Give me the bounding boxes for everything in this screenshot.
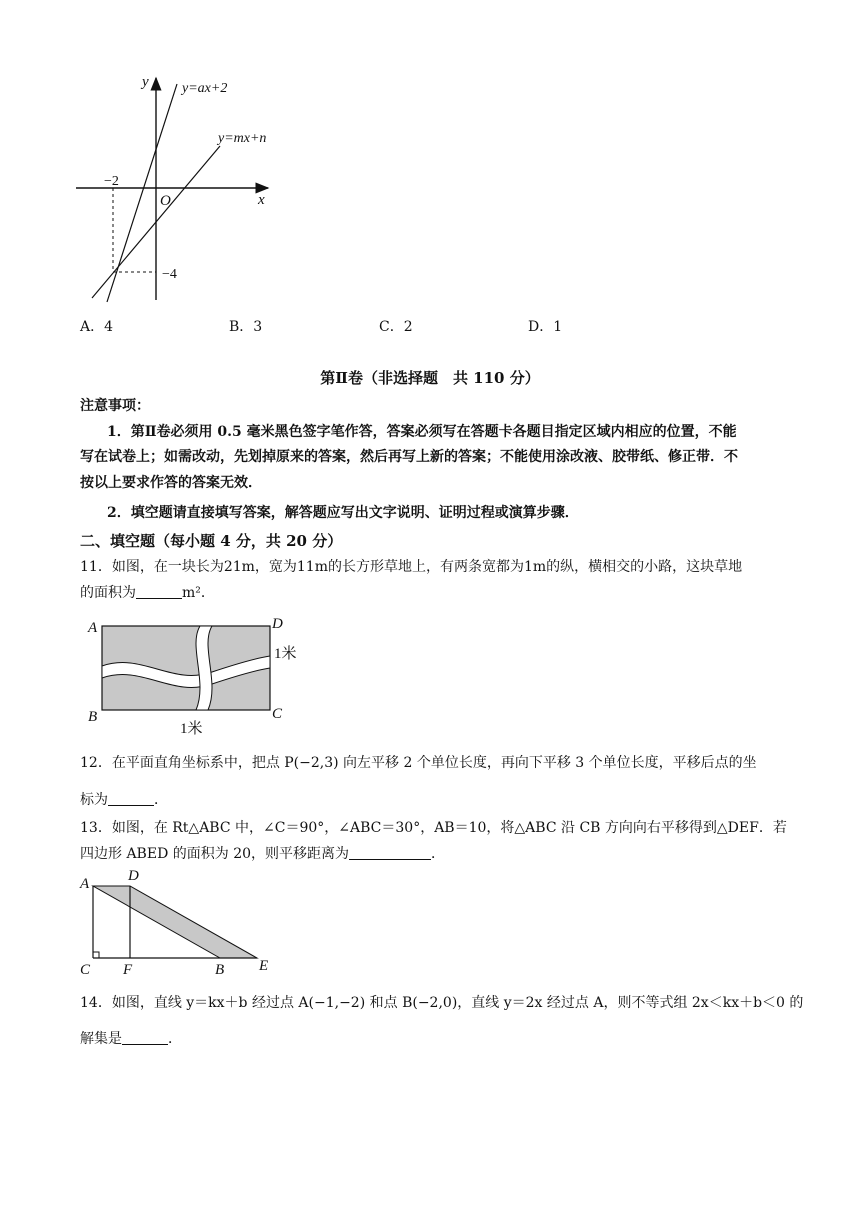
notice2: 2．填空题请直接填写答案，解答题应写出文字说明、证明过程或演算步骤． <box>107 505 579 521</box>
q11-line1: 11．如图，在一块长为21m，宽为11m的长方形草地上，有两条宽都为1m的纵，横相交的小路，这块草地 <box>80 559 743 575</box>
section2-title: 二、填空题（每小题 4 分，共 20 分） <box>80 532 343 550</box>
q14-line1: 14．如图，直线 y＝kx＋b 经过点 A(−1,−2) 和点 B(−2,0)，直线 y＝2x 经过点 A，则不等式组 2x＜kx＋b＜0 的 <box>80 995 804 1011</box>
q12-answer-blank[interactable] <box>108 791 154 806</box>
q12-suffix: ． <box>154 792 168 808</box>
y-axis-label: y <box>142 74 149 90</box>
q13-line2 <box>80 844 445 864</box>
line1-label: y=ax+2 <box>182 81 228 96</box>
q11-line2 <box>80 583 215 603</box>
label-b: B <box>88 709 98 725</box>
q13-answer-blank[interactable] <box>349 845 431 860</box>
origin-label: O <box>160 193 171 209</box>
label-a: A <box>88 620 98 636</box>
q14-prefix: 解集是 <box>80 1031 122 1047</box>
q14-suffix: ． <box>168 1031 182 1047</box>
right-angle-mark <box>93 952 99 958</box>
label-b: B <box>215 962 225 978</box>
notice-heading: 注意事项： <box>80 398 150 414</box>
notice1-line3: 按以上要求作答的答案无效． <box>80 475 262 491</box>
label-c: C <box>272 706 283 722</box>
notice1-line1: 1．第Ⅱ卷必须用 0.5 毫米黑色签字笔作答，答案必须写在答题卡各题目指定区域内相应的位置，不能 <box>107 424 737 440</box>
option-b[interactable]: B．3 <box>229 319 263 335</box>
x-mark-label: −2 <box>104 174 119 189</box>
q12-prefix: 标为 <box>80 792 108 808</box>
option-a[interactable]: A．4 <box>80 319 114 335</box>
q11-answer-blank[interactable] <box>136 584 182 599</box>
label-e: E <box>259 958 269 974</box>
y-mark-label: −4 <box>162 267 177 282</box>
shaded-parallelogram <box>93 886 257 958</box>
q11-suffix: m²． <box>182 585 215 601</box>
line2-label: y=mx+n <box>218 131 267 146</box>
label-d: D <box>128 868 139 884</box>
label-f: F <box>123 962 133 978</box>
option-d[interactable]: D．1 <box>528 319 563 335</box>
x-axis-label: x <box>258 192 265 208</box>
q12-line2 <box>80 790 168 810</box>
part2-title: 第Ⅱ卷（非选择题 共 110 分） <box>320 369 540 387</box>
q13-figure <box>76 866 286 982</box>
q13-suffix: ． <box>431 846 446 862</box>
label-right-1m: 1米 <box>274 646 297 662</box>
q11-prefix: 的面积为 <box>80 585 136 601</box>
option-c[interactable]: C．2 <box>379 319 413 335</box>
q11-figure <box>82 612 312 738</box>
q14-line2 <box>80 1029 182 1049</box>
q12-line1: 12．在平面直角坐标系中，把点 P(−2,3) 向左平移 2 个单位长度，再向下平移 3 个单位长度，平移后点的坐 <box>80 755 757 771</box>
q13-prefix: 四边形 ABED 的面积为 20，则平移距离为 <box>80 846 350 862</box>
label-a: A <box>80 876 90 892</box>
label-c: C <box>80 962 91 978</box>
label-d: D <box>272 616 283 632</box>
label-bottom-1m: 1米 <box>180 721 203 737</box>
q13-line1: 13．如图，在 Rt△ABC 中，∠C＝90°，∠ABC＝30°，AB＝10，将△ABC 沿 CB 方向向右平移得到△DEF．若 <box>80 820 787 836</box>
q14-answer-blank[interactable] <box>122 1030 168 1045</box>
q10-graph <box>70 64 290 308</box>
notice1-line2: 写在试卷上；如需改动，先划掉原来的答案，然后再写上新的答案；不能使用涂改液、胶带纸、修正带．不 <box>80 449 738 465</box>
